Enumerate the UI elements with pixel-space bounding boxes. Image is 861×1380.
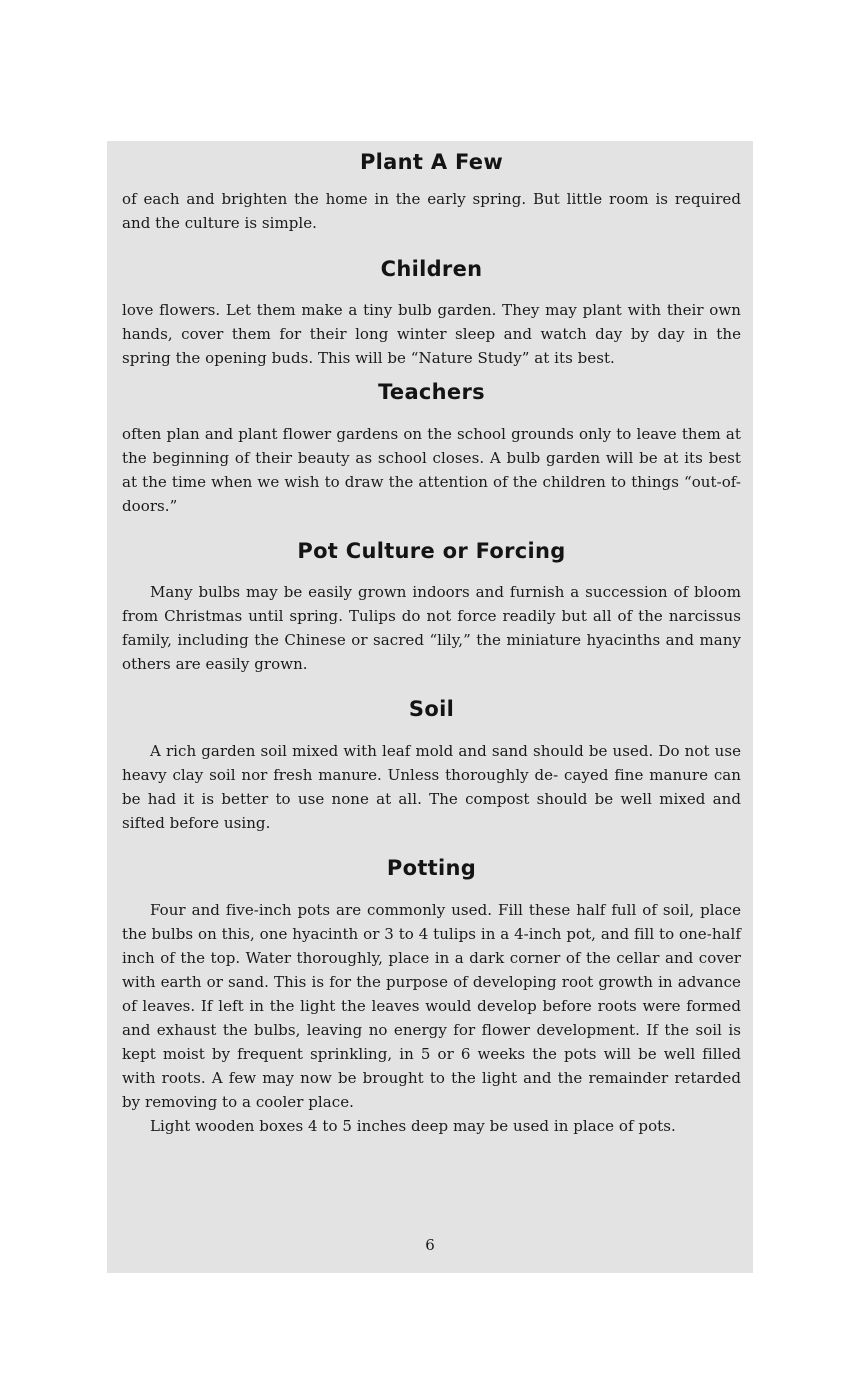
heading-pot-culture: Pot Culture or Forcing bbox=[297, 539, 566, 563]
paragraph-potting-boxes: Light wooden boxes 4 to 5 inches deep may be used in place of pots. bbox=[150, 1117, 676, 1135]
heading-children: Children bbox=[380, 257, 483, 281]
heading-potting: Potting bbox=[386, 856, 477, 880]
page-number: 6 bbox=[425, 1236, 435, 1254]
paragraph-soil: A rich garden soil mixed with leaf mold and sand should be used. Do not use heavy clay soil nor fresh manure. Unless thoroughly de- cayed fine manure can be had it is better to use none at all. The compost should be well mixed and sifted before using. bbox=[122, 742, 741, 832]
paragraph-potting: Four and five-inch pots are commonly used. Fill these half full of soil, place the bulbs on this, one hyacinth or 3 to 4 tulips in a 4-inch pot, and fill to one-half inch of the top. Water thoroughly, place in a dark corner of the cellar and cover with earth or sand. This is for the purpose of developing root growth in advance of leaves. If left in the light the leaves would develop before roots were formed and exhaust the bulbs, leaving no energy for flower development. If the soil is kept moist by frequent sprinkling, in 5 or 6 weeks the pots will be well filled with roots. A few may now be brought to the light and the remainder retarded by removing to a cooler place. bbox=[122, 901, 741, 1111]
paragraph-teachers: often plan and plant flower gardens on the school grounds only to leave them at the beginning of their beauty as school closes. A bulb garden will be at its best at the time when we wish to draw the attention of the children to things “out-of-doors.” bbox=[122, 425, 741, 515]
paragraph-plant-a-few: of each and brighten the home in the early spring. But little room is required and the culture is simple. bbox=[122, 190, 741, 232]
heading-plant-a-few: Plant A Few bbox=[359, 150, 504, 174]
document-page bbox=[107, 141, 753, 1273]
paragraph-children: love flowers. Let them make a tiny bulb garden. They may plant with their own hands, cover them for their long winter sleep and watch day by day in the spring the opening buds. This will be “Nature Study” at its best. bbox=[122, 301, 741, 367]
paragraph-pot-culture: Many bulbs may be easily grown indoors and furnish a succession of bloom from Christmas until spring. Tulips do not force readily but all of the narcissus family, including the Chinese or sacred “lily,” the miniature hyacinths and many others are easily grown. bbox=[122, 583, 741, 673]
heading-soil: Soil bbox=[408, 697, 455, 721]
heading-teachers: Teachers bbox=[378, 380, 485, 404]
